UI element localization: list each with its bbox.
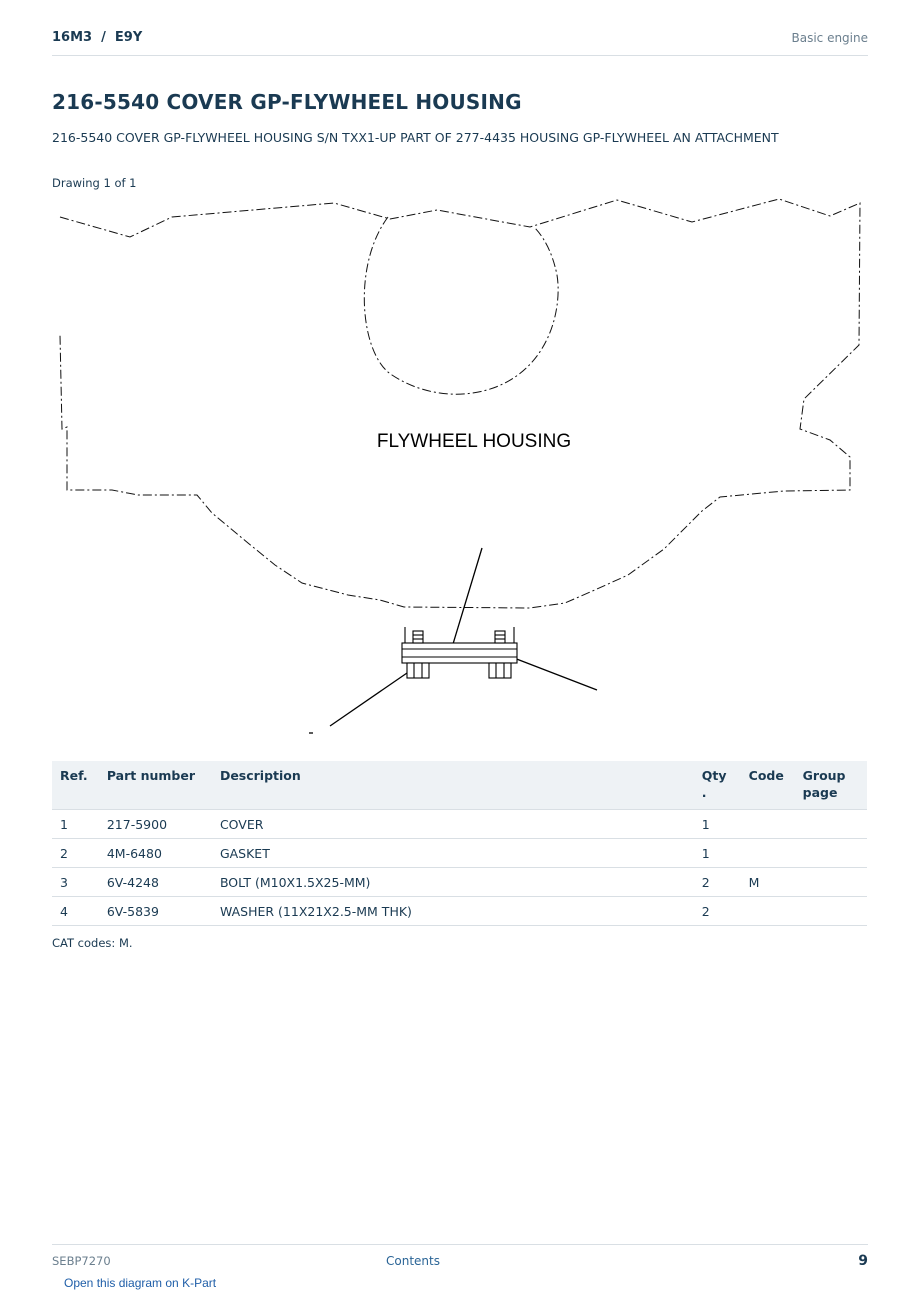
cat-codes-note: CAT codes: M. <box>52 936 133 950</box>
table-row <box>52 868 867 897</box>
cell-description: BOLT (M10X1.5X25-MM) <box>212 868 694 897</box>
cell-qty: 1 <box>694 839 741 868</box>
page-subtitle: 216-5540 COVER GP-FLYWHEEL HOUSING S/N TXX1-UP PART OF 277-4435 HOUSING GP-FLYWHEEL AN ATTACHMENT <box>52 130 779 145</box>
page-number: 9 <box>858 1253 868 1269</box>
table-header-row <box>52 761 867 810</box>
cell-code: M <box>741 868 795 897</box>
parts-diagram[interactable] <box>52 195 867 745</box>
col-qty: Qty . <box>694 761 741 810</box>
cell-ref: 4 <box>52 897 99 926</box>
cell-group-page <box>795 839 867 868</box>
header-section: Basic engine <box>791 31 868 45</box>
cell-description: GASKET <box>212 839 694 868</box>
cell-ref: 3 <box>52 868 99 897</box>
cell-code <box>741 839 795 868</box>
cell-group-page <box>795 868 867 897</box>
housing-label: FLYWHEEL HOUSING <box>376 431 572 452</box>
cell-qty: 1 <box>694 810 741 839</box>
cell-description: COVER <box>212 810 694 839</box>
page-header <box>52 28 868 56</box>
cell-part-number: 4M-6480 <box>99 839 212 868</box>
cell-part-number: 217-5900 <box>99 810 212 839</box>
cell-ref: 1 <box>52 810 99 839</box>
cover-plate <box>402 643 517 663</box>
col-group-page: Group page <box>795 761 867 810</box>
cover-assembly <box>402 627 517 678</box>
col-description: Description <box>212 761 694 810</box>
col-ref: Ref. <box>52 761 99 810</box>
cell-qty: 2 <box>694 897 741 926</box>
cell-part-number: 6V-5839 <box>99 897 212 926</box>
col-part-number: Part number <box>99 761 212 810</box>
kpart-link[interactable]: Open this diagram on K-Part <box>64 1276 217 1290</box>
parts-table <box>52 761 867 926</box>
contents-link[interactable]: Contents <box>386 1254 440 1268</box>
cell-code <box>741 810 795 839</box>
header-model: 16M3 / E9Y <box>52 30 143 45</box>
page-footer <box>52 1244 868 1275</box>
table-row <box>52 810 867 839</box>
footer-doc-number: SEBP7270 <box>52 1254 111 1268</box>
cell-ref: 2 <box>52 839 99 868</box>
table-row <box>52 839 867 868</box>
table-row <box>52 897 867 926</box>
cell-qty: 2 <box>694 868 741 897</box>
col-code: Code <box>741 761 795 810</box>
cell-code <box>741 897 795 926</box>
drawing-label: Drawing 1 of 1 <box>52 176 137 190</box>
housing-outline <box>60 199 860 608</box>
cell-part-number: 6V-4248 <box>99 868 212 897</box>
cell-group-page <box>795 897 867 926</box>
leader-lines <box>309 548 597 733</box>
cell-group-page <box>795 810 867 839</box>
cell-description: WASHER (11X21X2.5-MM THK) <box>212 897 694 926</box>
page-title: 216-5540 COVER GP-FLYWHEEL HOUSING <box>52 90 522 114</box>
